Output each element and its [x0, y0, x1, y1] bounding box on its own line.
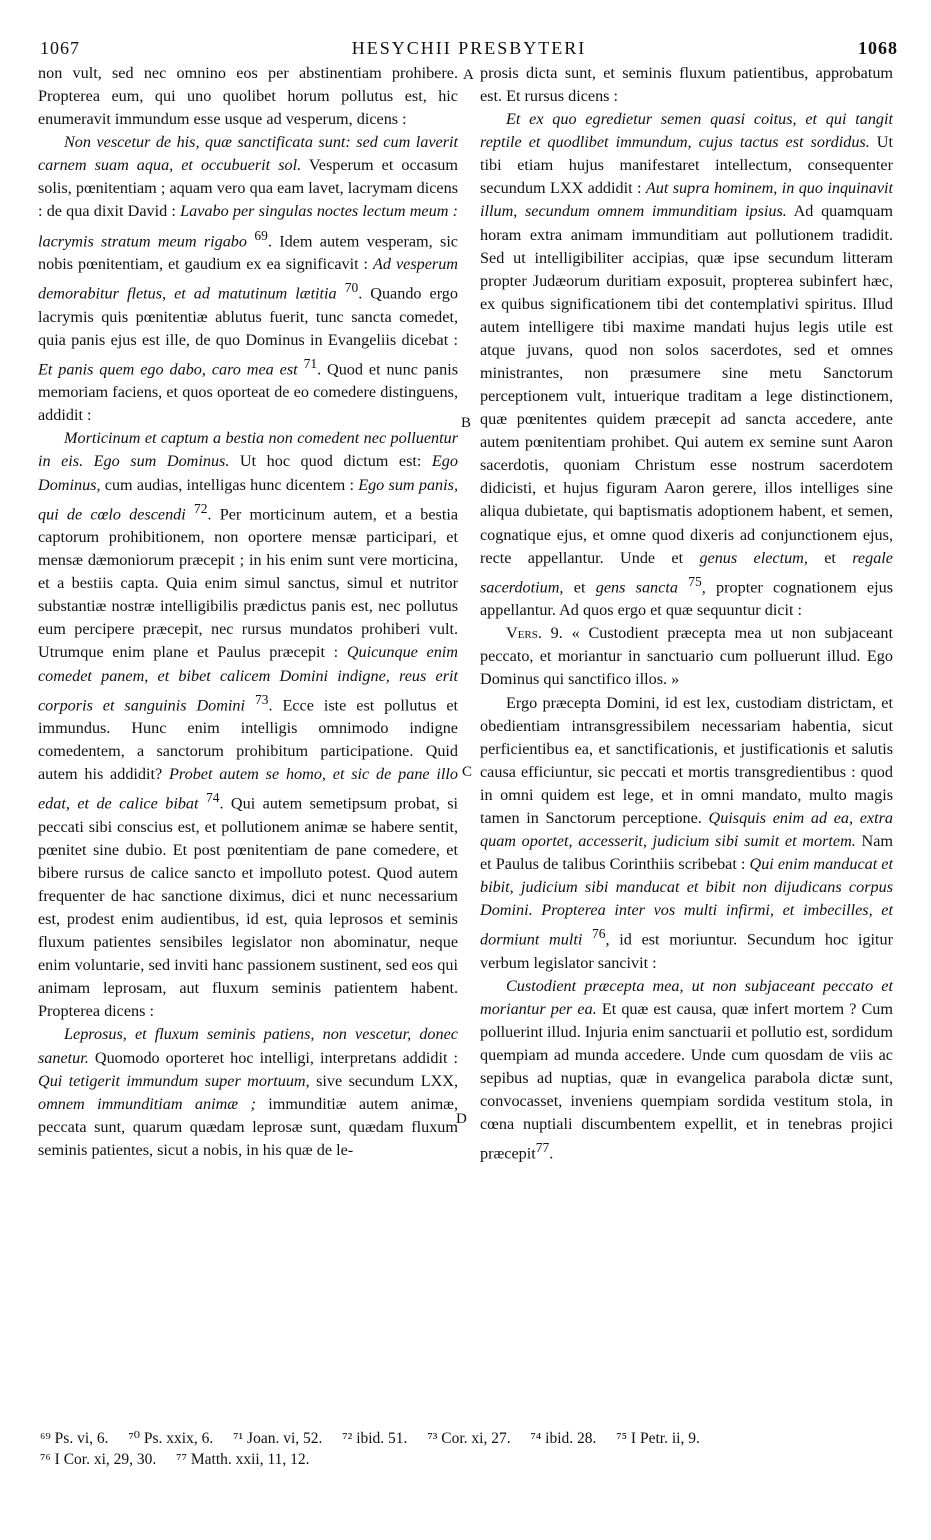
left-page-number: 1067	[40, 38, 80, 58]
footnote: ⁷⁶ I Cor. xi, 29, 30.	[40, 1451, 157, 1468]
footnote-ref: 72	[193, 500, 208, 516]
running-title: HESYCHII PRESBYTERI	[351, 38, 587, 58]
footnote-ref: 74	[205, 790, 220, 806]
verse-paragraph: Vers. 9. « Custodient præcepta mea ut non subjaceant peccato, et moriantur in sanctuario cum polluerunt illud. Ego Dominus qui sanctifico illos. »	[480, 624, 893, 689]
footnote-line	[40, 1449, 898, 1470]
paragraph: Non vescetur de his, quæ sanctificata sunt: sed cum laverit carnem suam aqua, et occubuerit sol. Vesperum et occasum solis, pœnitentiam ; aquam vero qua eam lavet, lacrymam dicens : de qua dixit David : Lavabo per singulas noctes lectum meum : lacrymis stratum meum rigabo $^{69}$. Idem autem vesperam, sic nobis pœnitentiam, et gaudium ex ea significavit : Ad vesperum demorabitur fletus, et ad matutinum lætitia $^{70}$. Quando ergo lacrymis quis pœnitentiæ ablutus fuerit, tunc sancta comedet, quia panis ejus est ille, de quo Dominus in Evangeliis dicebat : Et panis quem ego dabo, caro mea est $^{71}$. Quod et nunc panis memoriam faciens, et quos oporteat de eo comedere distinguens, addidit :	[38, 133, 459, 425]
footnote-ref: 77	[535, 1140, 550, 1156]
margin-letter-a: A	[463, 67, 474, 83]
footnote-ref: 70	[344, 280, 359, 296]
footnote-ref: 76	[592, 926, 606, 942]
footnote: ⁷⁴ ibid. 28.	[530, 1430, 597, 1447]
footnote-ref: 69	[254, 227, 268, 243]
paragraph: Et ex quo egredietur semen quasi coitus, et qui tangit reptile et quodlibet immundum, cujus tactus est sordidus. Ut tibi etiam hujus manifestaret intellectum, consequenter secundum LXX addidit : Aut supra hominem, in quo inquinavit illum, secundum omnem immunditiam ipsius. Ad quamquam horam extra animam immunditiam aut pollutionem tradidit. Sed ut intelligibiliter accipias, quæ ipse secundum litteram propter Judæorum duritiam exposuit, propterea subinfert hæc, ex quibus significationem tibi det contemplativi spiritus. Illud autem intelligere tibi maxime mandati hujus legis utile est atque juvans, quod non solos sacerdotes, sed et omnes ministrantes, non præsumere sine metu Sanctorum perceptionem vult, intuerique traditam a lege distinctionem, quæ pœnitentes quidem præcepit ad sancta accedere, ante autem pœnitentiam prohibet. Qui autem ex semine sunt Aaron sacerdotis, quoniam Christum esse nostrum sacerdotem didicisti, et hujus figuram Aaron gerere, illos intelliges sine aliqua dubietate, qui baptismatis adoptionem habent, et semen, cognatique ejus, et omne quod dixeris ad conjunctionem ejus, recte appellantur. Unde et genus electum, et regale sacerdotium, et gens sancta $^{75}$, propter cognationem ejus appellantur. Ad quos ergo et quæ sequuntur dicit :	[480, 110, 894, 620]
footnotes	[40, 1428, 898, 1470]
paragraph: Leprosus, et fluxum seminis patiens, non vescetur, donec sanetur. Quomodo oporteret hoc intelligi, interpretans addidit : Qui tetigerit immundum super mortuum, sive secundum LXX, omnem immunditiam animæ ; immunditiæ autem animæ, peccata sunt, quarum quædam leprosæ sunt, quædam fluxum seminis patientes, sicut a nobis, in his quæ de le-	[38, 1025, 459, 1159]
footnote: ⁷¹ Joan. vi, 52.	[233, 1430, 323, 1447]
margin-letter-b: B	[461, 415, 472, 431]
margin-letter-c: C	[462, 764, 473, 780]
paragraph: Custodient præcepta mea, ut non subjaceant peccato et moriantur per ea. Et quæ est causa, quæ infert mortem ? Cum polluerint illud. Injuria enim sanctuarii et pollutio est, sordidum quempiam ad munda accedere. Unde cum quosdam de viis ac sepibus ad nuptias, quæ in evangelica parabola dictæ sunt, convocasset, inveniens quempiam sordida vestitum stola, in cœna nuptiali discumbentem expellit, et in tenebras projici præcepit$^{77}$.	[480, 976, 893, 1163]
footnote-line	[40, 1428, 898, 1449]
footnote-ref: 73	[254, 691, 269, 707]
margin-letter-d: D	[456, 1111, 467, 1127]
footnote: ⁷⁰ Ps. xxix, 6.	[128, 1430, 214, 1447]
running-header	[40, 36, 898, 60]
right-page-number: 1068	[858, 38, 898, 58]
footnote-ref: 71	[303, 355, 318, 371]
paragraph: non vult, sed nec omnino eos per abstinentiam prohibere. Propterea eum, qui uno quolibet horum pollutus est, hic enumeravit immundum esse usque ad vesperum, dicens :	[38, 64, 458, 129]
paragraph: prosis dicta sunt, et seminis fluxum patientibus, approbatum est. Et rursus dicens :	[480, 64, 893, 106]
footnote: ⁷⁵ I Petr. ii, 9.	[616, 1430, 700, 1447]
paragraph: Ergo præcepta Domini, id est lex, custodiam districtam, et obedientiam intransgressibilem necessariam habentia, sicut perficientibus ea, et sanctificationis, et justificationis et salutis causa efficiuntur, sic peccati et mortis transgredientibus : quod in omni quidem est lege, et in omni mandato, multo magis tamen in Sanctorum perceptione. Quisquis enim ad ea, extra quam oportet, accesserit, judicium sibi sumit et mortem. Nam et Paulus de talibus Corinthiis scribebat : Qui enim manducat et bibit, judicium sibi manducat et bibit non dijudicans corpus Domini. Propterea inter vos multi infirmi, et imbecilles, et dormiunt multi $^{76}$, id est moriuntur. Secundum hoc igitur verbum legislator sancivit :	[480, 693, 894, 972]
verse-label: Vers. 9.	[506, 624, 563, 643]
footnote: ⁷³ Cor. xi, 27.	[427, 1430, 511, 1447]
right-column	[480, 62, 893, 1166]
paragraph: Morticinum et captum a bestia non comedent nec polluentur in eis. Ego sum Dominus. Ut hoc quod dictum est: Ego Dominus, cum audias, intelligas hunc dicentem : Ego sum panis, qui de cœlo descendi $^{72}$. Per morticinum autem, et a bestia captorum prohibitionem, non oportere mensæ participari, et mensæ dæmoniorum præcepit ; in his enim sunt vere morticina, et a bestiis capta. Quia enim simul sanctus, simul et nutritor substantiæ nostræ intelligibilis prædictus panis est, nec pollutus eum percipere præcepit, nec rursus mundatos prohiberi vult. Utrumque enim plane et Paulus præcepit : Quicunque enim comedet panem, et bibet calicem Domini indigne, reus erit corporis et sanguinis Domini $^{73}$. Ecce iste est pollutus et immundus. Hunc enim intelligis omnimodo indigne comedentem, a sanctorum prohibitum participatione. Quid autem his addidit? Probet autem se homo, et sic de pane illo edat, et de calice bibat $^{74}$. Qui autem semetipsum probat, si peccati sibi conscius est, et pollutionem animæ se habere sentit, pœnitet sine dubio. Et post pœnitentiam de pane comedere, et bibere rursus de calice sancto et impolluto potest. Quod autem frequenter de hac sanctione diximus, dici et nunc necessarium est, prodest enim audientibus, id est, quia leprosos et seminis fluxum patientes sensibiles legislator non abominatur, neque enim voluntarie, sed inviti hanc passionem sustinent, sed eos qui animam leprosam, aut fluxum seminis patientem habent. Propterea dicens :	[38, 429, 459, 1021]
footnote: ⁷⁷ Matth. xxii, 11, 12.	[176, 1451, 310, 1468]
footnote: ⁷² ibid. 51.	[342, 1430, 408, 1447]
left-column	[38, 62, 458, 1162]
footnote-ref: 75	[688, 573, 702, 589]
footnote: ⁶⁹ Ps. vi, 6.	[40, 1430, 109, 1447]
